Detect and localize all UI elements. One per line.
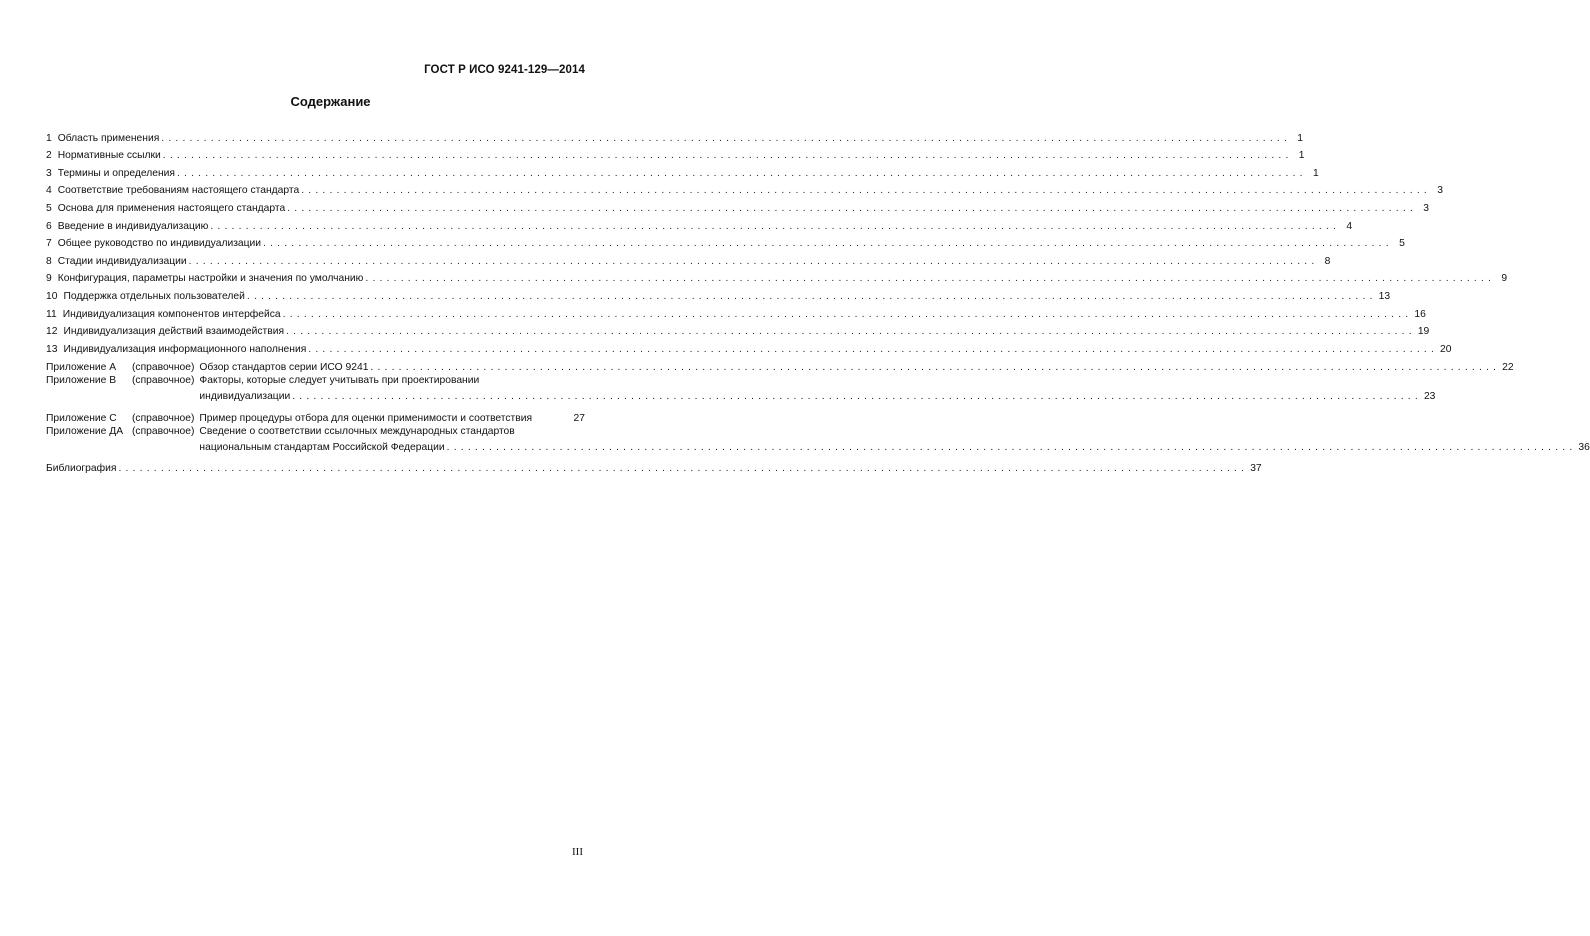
toc-entry-page: 1 xyxy=(1298,150,1305,162)
toc-entry-number: 1 xyxy=(46,132,52,144)
annex-title: Факторы, которые следует учитывать при проектировании xyxy=(199,375,480,387)
toc-entry-7[interactable] xyxy=(46,232,1405,250)
toc-entry-page: 1 xyxy=(1312,167,1319,179)
toc-entry-page: 13 xyxy=(1378,290,1391,302)
toc-entry-title: Стадии индивидуализации xyxy=(57,255,187,267)
toc-entry-title: Нормативные ссылки xyxy=(57,150,161,162)
toc-entry-number: 2 xyxy=(46,150,52,162)
toc-entry-number: 6 xyxy=(46,220,52,232)
toc-entry-title: Термины и определения xyxy=(57,167,175,179)
toc-entry-title: Соответствие требованиям настоящего стандарта xyxy=(57,185,300,197)
annex-title: Сведение о соответствии ссылочных международных стандартов xyxy=(199,425,515,437)
dot-leader: ................................................................................................................................................................ xyxy=(176,167,1307,179)
toc-entry-page: 1 xyxy=(1297,132,1304,144)
toc-entry-number: 3 xyxy=(46,167,52,179)
annex-page: 27 xyxy=(573,412,585,424)
dot-leader: ................................................................................................................................................................ xyxy=(246,290,1377,302)
annex-label: Приложение С xyxy=(46,412,117,424)
toc-bibliography[interactable] xyxy=(46,456,1262,474)
toc-entry-8[interactable] xyxy=(46,249,1331,267)
table-of-contents xyxy=(46,126,1590,474)
toc-entry-page: 5 xyxy=(1399,238,1405,250)
annex-label: Приложение ДА xyxy=(46,425,124,437)
toc-entry-page: 20 xyxy=(1440,343,1452,355)
toc-entry-title: Индивидуализация действий взаимодействия xyxy=(63,326,285,338)
dot-leader: ................................................................................................................................................................ xyxy=(118,462,1249,474)
toc-entry-title: Общее руководство по индивидуализации xyxy=(57,238,262,250)
toc-entry-page: 16 xyxy=(1414,308,1426,320)
toc-entry-6[interactable] xyxy=(46,214,1353,232)
toc-entry-13[interactable] xyxy=(46,337,1452,355)
bibliography-title: Библиография xyxy=(46,462,117,474)
dot-leader: ................................................................................................................................................................ xyxy=(365,273,1496,285)
toc-entry-title: Область применения xyxy=(57,132,160,144)
toc-entry-number: 12 xyxy=(46,326,58,338)
dot-leader: ................................................................................................................................................................ xyxy=(162,150,1293,162)
toc-annex-b[interactable] xyxy=(46,375,1436,405)
dot-leader: ................................................................................................................................................................ xyxy=(161,132,1292,144)
toc-entry-number: 8 xyxy=(46,255,52,267)
toc-entry-title: Индивидуализация информационного наполнения xyxy=(63,343,307,355)
toc-entry-page: 4 xyxy=(1346,220,1353,232)
annex-title: Обзор стандартов серии ИСО 9241 xyxy=(199,362,369,374)
toc-entry-number: 11 xyxy=(46,308,57,320)
annex-title-continued: индивидуализации xyxy=(199,391,291,403)
dot-leader: ................................................................................................................................................................ xyxy=(446,441,1577,453)
toc-entry-1[interactable] xyxy=(46,126,1304,144)
toc-entry-2[interactable] xyxy=(46,144,1305,162)
toc-entry-3[interactable] xyxy=(46,161,1319,179)
toc-entry-number: 5 xyxy=(46,202,52,214)
toc-entry-title: Введение в индивидуализацию xyxy=(57,220,209,232)
dot-leader: ................................................................................................................................................................ xyxy=(282,308,1413,320)
dot-leader: ................................................................................................................................................................ xyxy=(263,238,1393,250)
toc-entry-10[interactable] xyxy=(46,284,1391,302)
annex-type: (справочное) xyxy=(132,425,195,437)
dot-leader: ................................................................................................................................................................ xyxy=(188,255,1319,267)
toc-entry-title: Основа для применения настоящего стандарта xyxy=(57,202,286,214)
dot-leader: ................................................................................................................................................................ xyxy=(286,326,1416,338)
dot-leader: ................................................................................................................................................................ xyxy=(308,343,1439,355)
annex-page: 22 xyxy=(1502,362,1514,374)
toc-entry-number: 9 xyxy=(46,273,52,285)
toc-entry-page: 8 xyxy=(1324,255,1331,267)
toc-entry-page: 3 xyxy=(1423,202,1429,214)
annex-page: 36 xyxy=(1578,441,1590,453)
toc-entry-5[interactable] xyxy=(46,196,1429,214)
dot-leader: ................................................................................................................................................................ xyxy=(370,362,1501,374)
annex-page: 23 xyxy=(1423,391,1436,403)
dot-leader: ................................................................................................................................................................ xyxy=(210,220,1341,232)
toc-entry-title: Индивидуализация компонентов интерфейса xyxy=(62,308,281,320)
dot-leader: ................................................................................................................................................................ xyxy=(287,202,1417,214)
toc-entry-4[interactable] xyxy=(46,179,1443,197)
toc-entry-number: 7 xyxy=(46,238,52,250)
toc-annex-a[interactable] xyxy=(46,356,1514,374)
dot-leader: ................................................................................................................................................................ xyxy=(301,185,1431,197)
toc-entry-number: 4 xyxy=(46,185,52,197)
toc-entry-11[interactable] xyxy=(46,302,1426,320)
annex-type: (справочное) xyxy=(132,412,195,424)
toc-entry-page: 3 xyxy=(1437,185,1443,197)
bibliography-page: 37 xyxy=(1250,462,1262,474)
toc-entry-number: 13 xyxy=(46,343,58,355)
toc-entry-page: 19 xyxy=(1417,326,1430,338)
toc-annex-c[interactable] xyxy=(46,406,585,424)
annex-title-continued: национальным стандартам Российской Федерации xyxy=(199,441,445,453)
toc-entry-title: Конфигурация, параметры настройки и значения по умолчанию xyxy=(57,273,364,285)
toc-entry-number: 10 xyxy=(46,290,58,302)
annex-label: Приложение А xyxy=(46,362,117,374)
annex-type: (справочное) xyxy=(132,362,195,374)
toc-entry-page: 9 xyxy=(1501,273,1508,285)
toc-entry-9[interactable] xyxy=(46,267,1508,285)
annex-type: (справочное) xyxy=(132,375,195,387)
page-number: III xyxy=(572,846,583,858)
annex-label: Приложение В xyxy=(46,375,117,387)
dot-leader: ................................................................................................................................................................ xyxy=(292,391,1422,403)
annex-title: Пример процедуры отбора для оценки применимости и соответствия xyxy=(199,412,533,424)
page-title: Содержание xyxy=(290,94,371,109)
document-standard-number: ГОСТ Р ИСО 9241-129—2014 xyxy=(424,64,585,76)
toc-entry-title: Поддержка отдельных пользователей xyxy=(63,290,245,302)
toc-entry-12[interactable] xyxy=(46,320,1430,338)
toc-annex-da[interactable] xyxy=(46,425,1590,456)
